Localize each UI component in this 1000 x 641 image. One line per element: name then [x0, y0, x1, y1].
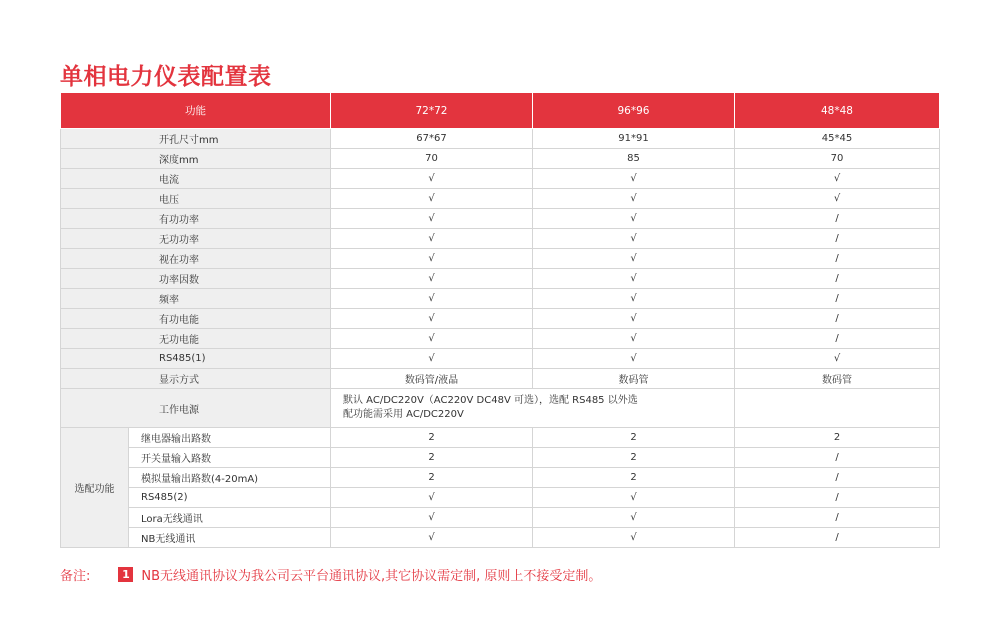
remark-number-badge: 1 [118, 567, 133, 582]
optional-label: 模拟量输出路数(4-20mA) [129, 468, 331, 488]
row-value: 数码管 [735, 369, 940, 389]
row-value: / [735, 468, 940, 488]
table-row-optional [61, 528, 940, 548]
remark-label: 备注: [60, 569, 91, 584]
header-96: 96*96 [533, 93, 735, 129]
table-row [61, 329, 940, 349]
row-value: √ [533, 528, 735, 548]
row-label: 功率因数 [61, 269, 331, 289]
row-value: √ [331, 189, 533, 209]
config-table [60, 92, 940, 548]
row-label: 显示方式 [61, 369, 331, 389]
power-note-line: 配功能需采用 AC/DC220V [343, 409, 464, 420]
table-header-row [61, 93, 940, 129]
optional-label: Lora无线通讯 [129, 508, 331, 528]
row-label: 有功电能 [61, 309, 331, 329]
row-value: 2 [331, 428, 533, 448]
row-value: 85 [533, 149, 735, 169]
row-value: / [735, 309, 940, 329]
row-value: 2 [331, 468, 533, 488]
row-value: / [735, 488, 940, 508]
optional-label: 开关量输入路数 [129, 448, 331, 468]
row-value: / [735, 448, 940, 468]
remark-text: NB无线通讯协议为我公司云平台通讯协议,其它协议需定制, 原则上不接受定制。 [141, 569, 602, 584]
header-48: 48*48 [735, 93, 940, 129]
row-value: 2 [533, 468, 735, 488]
row-label: 无功功率 [61, 229, 331, 249]
row-value: 70 [331, 149, 533, 169]
table-row-optional [61, 448, 940, 468]
row-label: 无功电能 [61, 329, 331, 349]
row-value: / [735, 269, 940, 289]
row-value: √ [533, 249, 735, 269]
table-row [61, 149, 940, 169]
optional-label: RS485(2) [129, 488, 331, 508]
row-value: 数码管/液晶 [331, 369, 533, 389]
optional-label: 继电器输出路数 [129, 428, 331, 448]
row-label: 开孔尺寸mm [61, 129, 331, 149]
row-value: √ [533, 488, 735, 508]
row-value: 数码管 [533, 369, 735, 389]
table-row [61, 129, 940, 149]
power-note-line: 默认 AC/DC220V（AC220V DC48V 可选），选配 RS485 以外选 [343, 395, 638, 406]
table-row [61, 169, 940, 189]
row-value: √ [331, 508, 533, 528]
row-value: / [735, 249, 940, 269]
row-value: √ [331, 169, 533, 189]
row-value: √ [533, 508, 735, 528]
row-value: √ [533, 189, 735, 209]
header-72: 72*72 [331, 93, 533, 129]
row-value: √ [331, 329, 533, 349]
row-value: √ [331, 249, 533, 269]
table-row [61, 269, 940, 289]
row-value: √ [331, 229, 533, 249]
row-value: √ [533, 169, 735, 189]
row-value: 91*91 [533, 129, 735, 149]
table-row-optional [61, 428, 940, 448]
row-label: 电流 [61, 169, 331, 189]
row-value: 45*45 [735, 129, 940, 149]
optional-label: NB无线通讯 [129, 528, 331, 548]
table-row [61, 249, 940, 269]
row-value: 67*67 [331, 129, 533, 149]
row-label: 有功功率 [61, 209, 331, 229]
table-row [61, 309, 940, 329]
row-value: √ [735, 349, 940, 369]
table-row-optional [61, 468, 940, 488]
remark [60, 565, 601, 584]
row-value: √ [533, 269, 735, 289]
row-value: / [735, 289, 940, 309]
row-value: / [735, 528, 940, 548]
row-label: 电压 [61, 189, 331, 209]
row-value: √ [331, 309, 533, 329]
row-value: √ [533, 329, 735, 349]
row-value: 2 [735, 428, 940, 448]
row-value: √ [331, 528, 533, 548]
row-value: √ [331, 209, 533, 229]
table-row [61, 289, 940, 309]
row-label: RS485(1) [61, 349, 331, 369]
row-value: / [735, 209, 940, 229]
table-row-optional [61, 488, 940, 508]
row-value: / [735, 508, 940, 528]
row-label: 工作电源 [61, 389, 331, 428]
row-value: √ [331, 349, 533, 369]
row-value: √ [533, 309, 735, 329]
row-label: 视在功率 [61, 249, 331, 269]
row-value: √ [331, 488, 533, 508]
row-value: √ [533, 229, 735, 249]
page-title: 单相电力仪表配置表 [60, 64, 272, 90]
optional-category: 选配功能 [61, 428, 129, 548]
row-value: / [735, 229, 940, 249]
row-value: √ [331, 289, 533, 309]
row-value: 2 [533, 448, 735, 468]
row-label: 深度mm [61, 149, 331, 169]
row-value: √ [331, 269, 533, 289]
row-value-empty [735, 389, 940, 428]
row-value: √ [735, 189, 940, 209]
row-value: / [735, 329, 940, 349]
row-label: 频率 [61, 289, 331, 309]
table-row-optional [61, 508, 940, 528]
table-row-power [61, 389, 940, 428]
row-value: 70 [735, 149, 940, 169]
row-value: √ [533, 289, 735, 309]
table-row [61, 369, 940, 389]
row-value: √ [735, 169, 940, 189]
table-row [61, 209, 940, 229]
row-value: √ [533, 349, 735, 369]
table-row [61, 229, 940, 249]
table-row [61, 349, 940, 369]
row-value: 2 [533, 428, 735, 448]
power-note [331, 389, 735, 428]
table-row [61, 189, 940, 209]
header-function: 功能 [61, 93, 331, 129]
row-value: √ [533, 209, 735, 229]
row-value: 2 [331, 448, 533, 468]
